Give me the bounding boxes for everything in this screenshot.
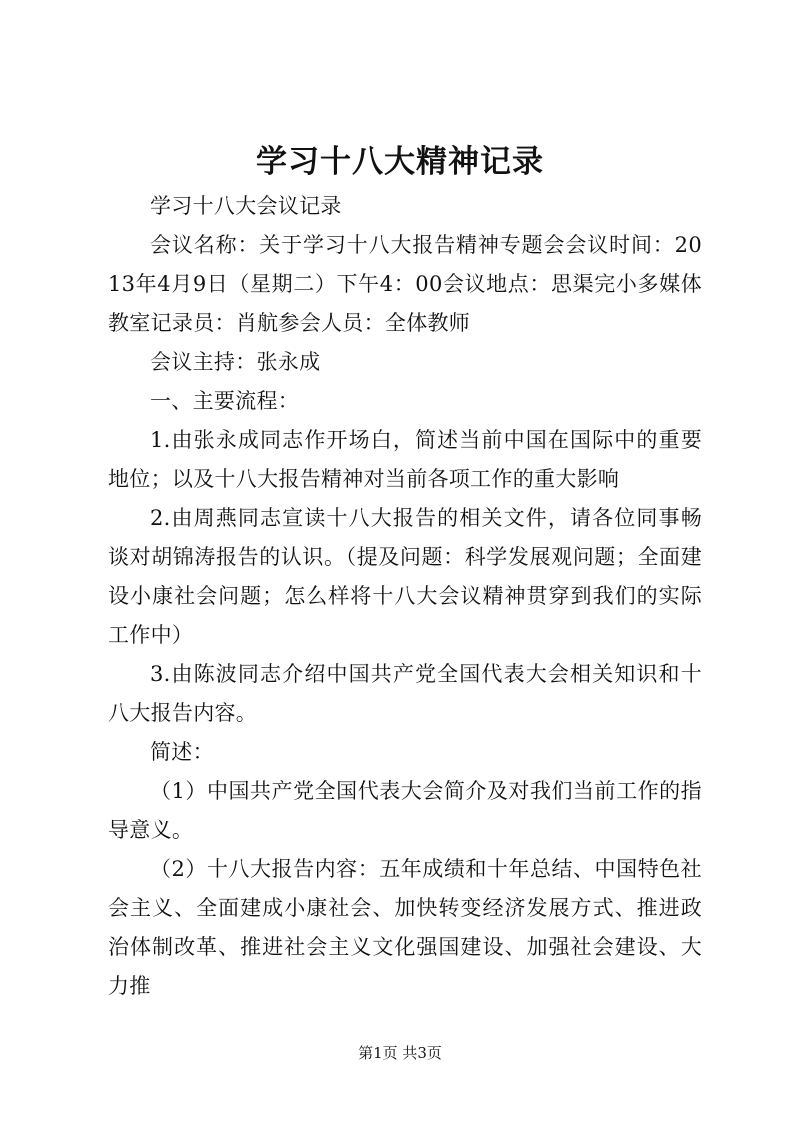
paragraph-item-1: 1.由张永成同志作开场白，简述当前中国在国际中的重要地位；以及十八大报告精神对当前各项工作的重大影响 — [108, 428, 702, 491]
paragraph-host: 会议主持：张永成 — [150, 350, 321, 374]
document-title: 学习十八大精神记录 — [256, 144, 544, 180]
page-footer: 第1页 共3页 — [358, 1044, 442, 1062]
paragraph-meeting-info: 会议名称：关于学习十八大报告精神专题会会议时间：2013年4月9日（星期二）下午4：00会议地点：思渠完小多媒体教室记录员：肖航参会人员：全体教师 — [108, 233, 702, 335]
paragraph-item-2: 2.由周燕同志宣读十八大报告的相关文件，请各位同事畅谈对胡锦涛报告的认识。（提及问题：科学发展观问题；全面建设小康社会问题；怎么样将十八大会议精神贯穿到我们的实际工作中） — [108, 506, 702, 647]
paragraph-item-3: 3.由陈波同志介绍中国共产党全国代表大会相关知识和十八大报告内容。 — [108, 662, 702, 725]
paragraph-summary-heading: 简述： — [150, 740, 214, 764]
document-body — [108, 187, 702, 1006]
paragraph-subtitle: 学习十八大会议记录 — [150, 194, 342, 218]
paragraph-summary-1: （1）中国共产党全国代表大会简介及对我们当前工作的指导意义。 — [108, 779, 702, 842]
paragraph-summary-2: （2）十八大报告内容：五年成绩和十年总结、中国特色社会主义、全面建成小康社会、加快转变经济发展方式、推进政治体制改革、推进社会主义文化强国建设、加强社会建设、大力推 — [108, 857, 702, 998]
paragraph-section-heading: 一、主要流程： — [150, 389, 300, 413]
